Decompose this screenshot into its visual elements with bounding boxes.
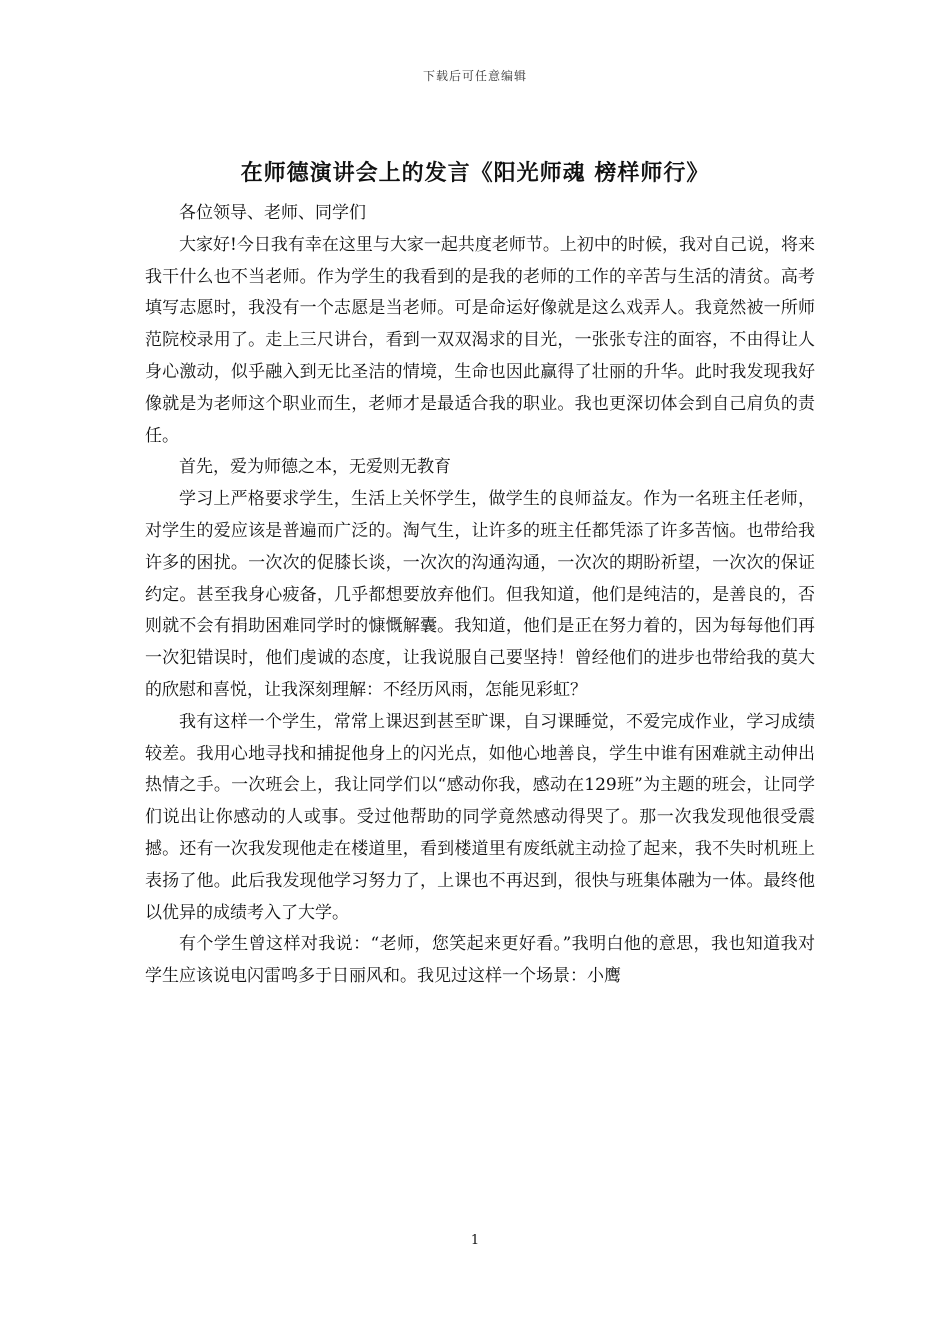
page-header-note: 下载后可任意编辑 (422, 69, 527, 83)
document-body (145, 198, 815, 993)
salutation-paragraph: 各位领导、老师、同学们 (179, 203, 366, 223)
body-paragraph: 大家好!今日我有幸在这里与大家一起共度老师节。上初中的时候，我对自己说，将来我干什么也不当老师。作为学生的我看到的是我的老师的工作的辛苦与生活的清贫。高考填写志愿时，我没有一个志愿是当老师。可是命运好像就是这么戏弄人。我竟然被一所师范院校录用了。走上三尺讲台，看到一双双渴求的目光，一张张专注的面容，不由得让人身心激动，似乎融入到无比圣洁的情境，生命也因此赢得了壮丽的升华。此时我发现我好像就是为老师这个职业而生，老师才是最适合我的职业。我也更深切体会到自己肩负的责任。 (145, 234, 815, 446)
document-title: 在师德演讲会上的发言《阳光师魂 榜样师行》 (240, 160, 710, 186)
body-paragraph: 我有这样一个学生，常常上课迟到甚至旷课，自习课睡觉，不爱完成作业，学习成绩较差。我用心地寻找和捕捉他身上的闪光点，如他心地善良，学生中谁有困难就主动伸出热情之手。一次班会上，我让同学们以“感动你我，感动在129班”为主题的班会，让同学们说出让你感动的人或事。受过他帮助的同学竟然感动得哭了。那一次我发现他很受震撼。还有一次我发现他走在楼道里，看到楼道里有废纸就主动捡了起来，我不失时机班上表扬了他。此后我发现他学习努力了，上课也不再迟到，很快与班集体融为一体。最终他以优异的成绩考入了大学。 (145, 711, 815, 923)
body-paragraph: 有个学生曾这样对我说：“老师，您笑起来更好看。”我明白他的意思，我也知道我对学生应该说电闪雷鸣多于日丽风和。我见过这样一个场景：小鹰 (145, 934, 815, 987)
section-heading-paragraph: 首先，爱为师德之本，无爱则无教育 (179, 457, 451, 478)
page-number: 1 (470, 1233, 480, 1248)
body-paragraph: 学习上严格要求学生，生活上关怀学生，做学生的良师益友。作为一名班主任老师，对学生的爱应该是普遍而广泛的。淘气生，让许多的班主任都凭添了许多苦恼。也带给我许多的困扰。一次次的促膝长谈，一次次的沟通沟通，一次次的期盼祈望，一次次的保证约定。甚至我身心疲备，几乎都想要放弃他们。但我知道，他们是纯洁的，是善良的，否则就不会有捐助困难同学时的慷慨解囊。我知道，他们是正在努力着的，因为每每他们再一次犯错误时，他们虔诚的态度，让我说服自己要坚持！曾经他们的进步也带给我的莫大的欣慰和喜悦，让我深刻理解：不经历风雨，怎能见彩虹？ (145, 489, 815, 700)
